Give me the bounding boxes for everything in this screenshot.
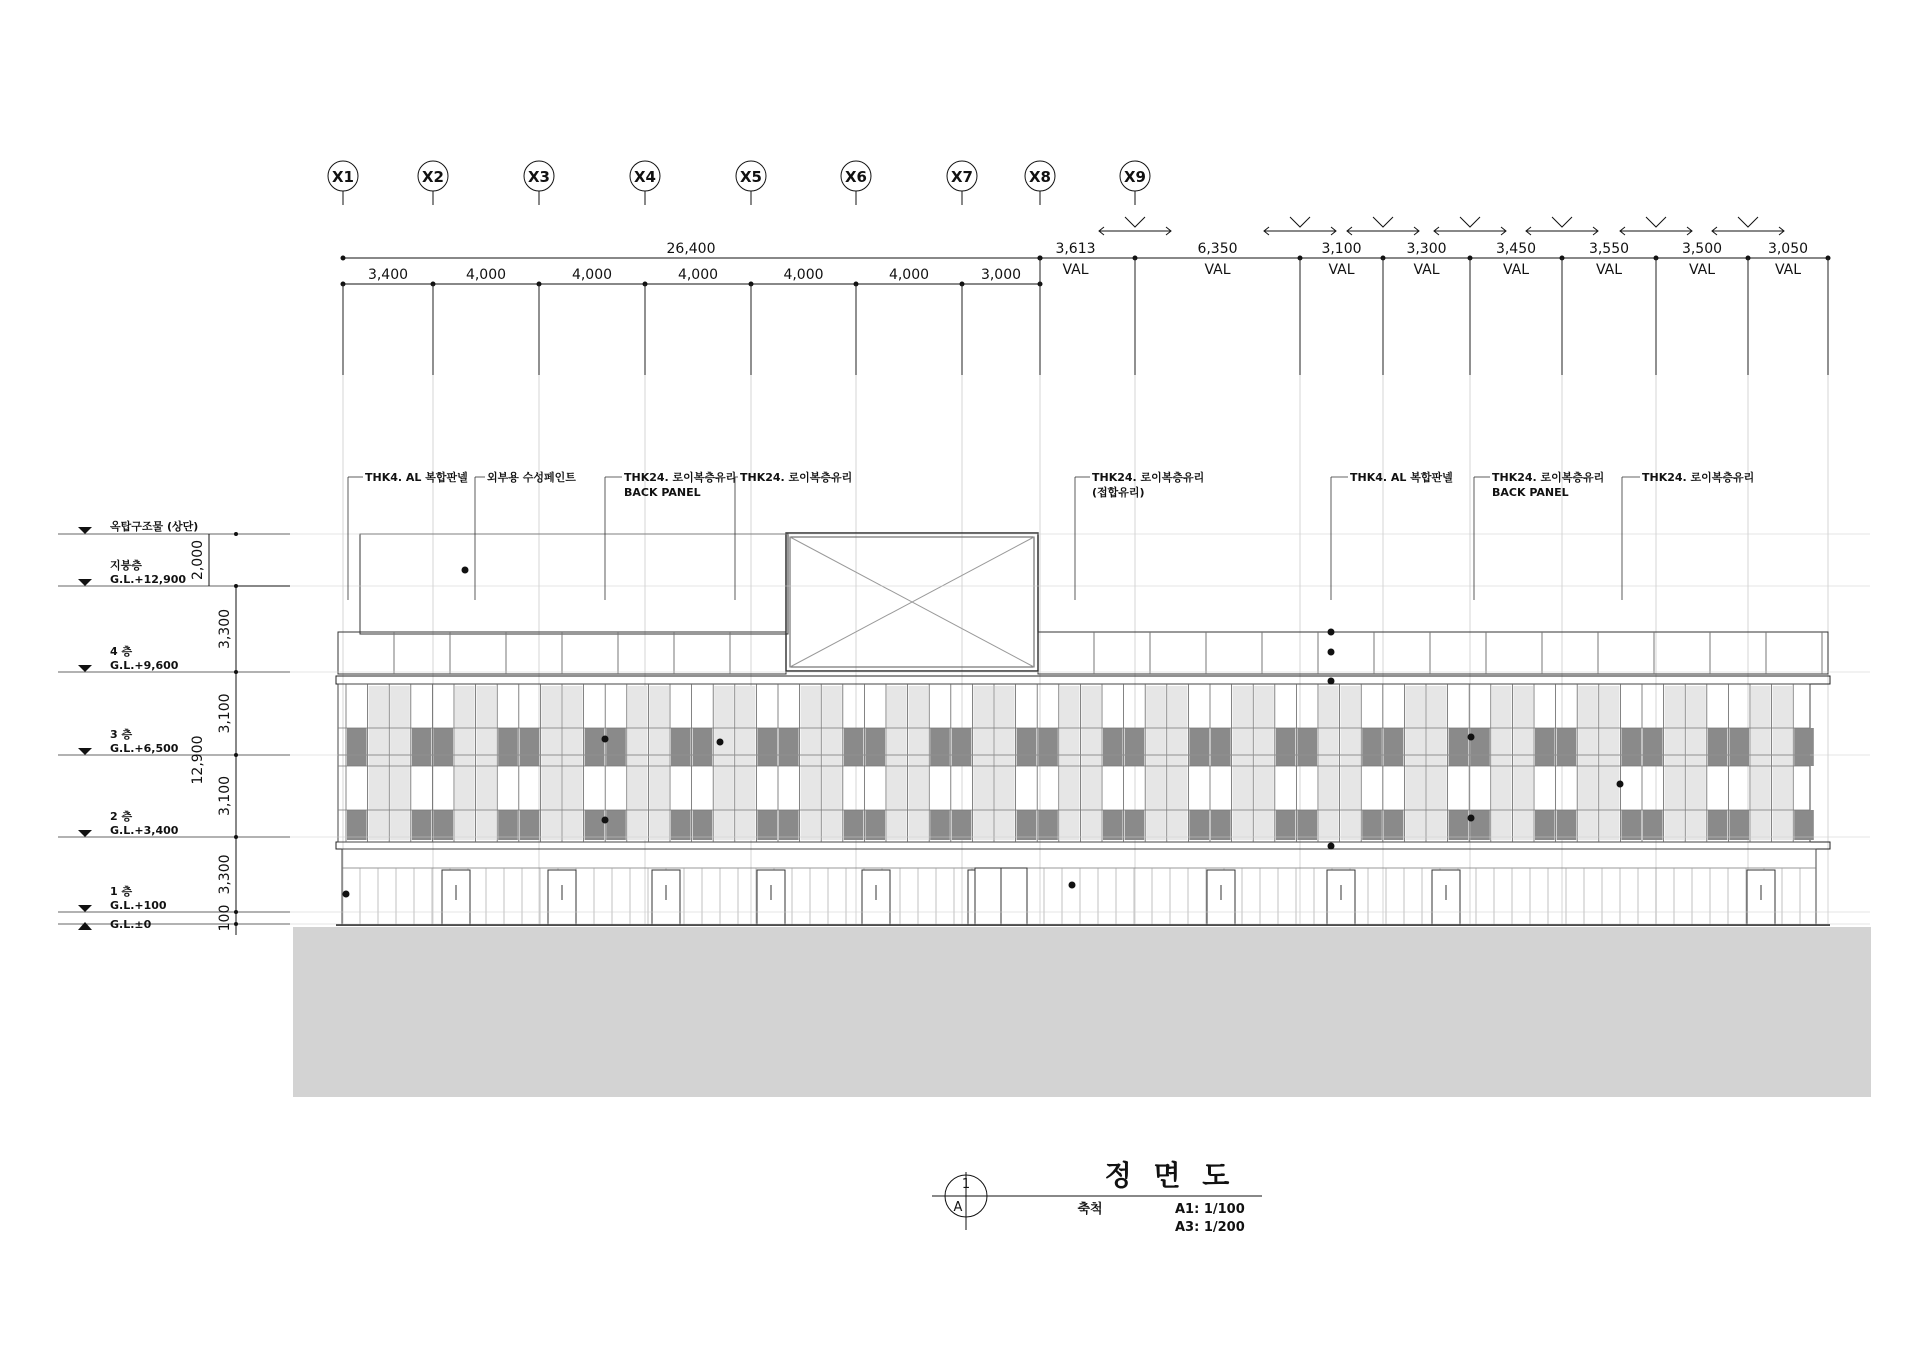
val-chevron bbox=[1290, 217, 1310, 227]
back-panel bbox=[412, 810, 432, 840]
vertical-dimensions bbox=[190, 532, 290, 935]
material-note-line2: BACK PANEL bbox=[624, 486, 701, 499]
back-panel bbox=[1470, 728, 1490, 766]
level-name: 지붕층 bbox=[110, 559, 142, 572]
glass-panel bbox=[1341, 686, 1361, 840]
back-panel bbox=[1557, 810, 1577, 840]
glass-panel bbox=[649, 686, 669, 840]
glass-panel bbox=[1081, 686, 1101, 840]
note-dot bbox=[1069, 882, 1076, 889]
material-note: 외부용 수성페인트 bbox=[487, 471, 576, 484]
back-panel bbox=[1449, 728, 1469, 766]
glass-panel bbox=[1686, 686, 1706, 840]
level-marker-icon bbox=[78, 665, 92, 672]
glass-panel bbox=[1319, 686, 1339, 840]
level-gl: G.L.+12,900 bbox=[110, 573, 187, 586]
glass-panel bbox=[909, 686, 929, 840]
material-notes bbox=[348, 470, 1754, 600]
title-block bbox=[932, 1159, 1262, 1235]
back-panel bbox=[347, 810, 367, 840]
level-marker-icon bbox=[78, 748, 92, 755]
material-note-line2: (접합유리) bbox=[1092, 486, 1145, 499]
glass-panel bbox=[628, 686, 648, 840]
val-marker bbox=[1347, 217, 1419, 235]
grid-label: X1 bbox=[331, 168, 355, 186]
back-panel bbox=[779, 810, 799, 840]
back-panel bbox=[1729, 728, 1749, 766]
back-panel bbox=[585, 728, 605, 766]
back-panel bbox=[930, 728, 950, 766]
back-panel bbox=[757, 810, 777, 840]
back-panel bbox=[952, 810, 972, 840]
back-panel bbox=[1708, 728, 1728, 766]
val-chevron bbox=[1460, 217, 1480, 227]
back-panel bbox=[1384, 728, 1404, 766]
val-chevron bbox=[1738, 217, 1758, 227]
glass-panel bbox=[455, 686, 475, 840]
level-marker-icon bbox=[78, 922, 92, 930]
back-panel bbox=[1276, 728, 1296, 766]
floor-band-4f bbox=[336, 676, 1830, 684]
back-panel bbox=[606, 728, 626, 766]
glass-panel bbox=[801, 686, 821, 840]
dim-total-left: 26,400 bbox=[666, 241, 716, 257]
glass-panel bbox=[1578, 686, 1598, 840]
val-marker bbox=[1099, 217, 1171, 235]
glass-panel bbox=[1405, 686, 1425, 840]
back-panel bbox=[606, 810, 626, 840]
back-panel bbox=[1297, 728, 1317, 766]
glass-panel bbox=[1233, 686, 1253, 840]
level-gl: G.L.+100 bbox=[110, 899, 167, 912]
back-panel bbox=[585, 810, 605, 840]
vdim-tick bbox=[234, 532, 238, 536]
note-dot bbox=[1328, 843, 1335, 850]
back-panel bbox=[1211, 728, 1231, 766]
glass-panel bbox=[887, 686, 907, 840]
glass-panel bbox=[369, 686, 389, 840]
glass-panel bbox=[736, 686, 756, 840]
back-panel bbox=[671, 810, 691, 840]
back-panel bbox=[1729, 810, 1749, 840]
back-panel bbox=[1276, 810, 1296, 840]
val-chevron bbox=[1373, 217, 1393, 227]
scale-label: 축척 bbox=[1077, 1202, 1103, 1217]
glass-panel bbox=[477, 686, 497, 840]
level-name: 1 층 bbox=[110, 885, 133, 898]
vdim-tick bbox=[234, 753, 238, 757]
back-panel bbox=[1211, 810, 1231, 840]
glass-panel bbox=[1060, 686, 1080, 840]
vertical-dim-value: 3,100 bbox=[217, 693, 233, 734]
grid-label: X8 bbox=[1028, 168, 1052, 186]
back-panel bbox=[520, 810, 540, 840]
dim-left-value: 4,000 bbox=[571, 267, 613, 283]
val-chevron bbox=[1552, 217, 1572, 227]
val-marker bbox=[1434, 217, 1506, 235]
grid-label: X5 bbox=[739, 168, 763, 186]
note-dot bbox=[602, 736, 609, 743]
dim-tick bbox=[341, 256, 345, 260]
glass-panel bbox=[1600, 686, 1620, 840]
back-panel bbox=[433, 728, 453, 766]
back-panel bbox=[1643, 728, 1663, 766]
back-panel bbox=[779, 728, 799, 766]
back-panel bbox=[1017, 728, 1037, 766]
level-gl: G.L.+9,600 bbox=[110, 659, 179, 672]
glass-panel bbox=[1146, 686, 1166, 840]
back-panel bbox=[1621, 728, 1641, 766]
note-dot bbox=[462, 567, 469, 574]
ground-hatch bbox=[293, 927, 1871, 1097]
back-panel bbox=[1017, 810, 1037, 840]
material-note: THK24. 로이복층유리 bbox=[1492, 471, 1605, 484]
val-marker bbox=[1712, 217, 1784, 235]
back-panel bbox=[1125, 728, 1145, 766]
material-note: THK24. 로이복층유리 bbox=[624, 471, 737, 484]
val-marker bbox=[1264, 217, 1336, 235]
val-label: VAL bbox=[1328, 262, 1355, 278]
back-panel bbox=[671, 728, 691, 766]
val-label: VAL bbox=[1413, 262, 1440, 278]
grid-label: X3 bbox=[527, 168, 551, 186]
val-marker bbox=[1526, 217, 1598, 235]
back-panel bbox=[1708, 810, 1728, 840]
back-panel bbox=[757, 728, 777, 766]
back-panel bbox=[1535, 728, 1555, 766]
scale-a1: A1: 1/100 bbox=[1175, 1202, 1245, 1217]
back-panel bbox=[1038, 810, 1058, 840]
vertical-dim-value: 3,300 bbox=[217, 854, 233, 895]
vdim-tick bbox=[234, 835, 238, 839]
level-marker-icon bbox=[78, 579, 92, 586]
glass-panel bbox=[1427, 686, 1447, 840]
back-panel bbox=[930, 810, 950, 840]
back-panel bbox=[1189, 810, 1209, 840]
val-marker bbox=[1620, 217, 1692, 235]
glass-panel bbox=[1513, 686, 1533, 840]
glass-panel bbox=[973, 686, 993, 840]
glass-panel bbox=[1492, 686, 1512, 840]
glass-panel bbox=[822, 686, 842, 840]
back-panel bbox=[433, 810, 453, 840]
val-label: VAL bbox=[1062, 262, 1089, 278]
drawing-title: 정 면 도 bbox=[1104, 1159, 1236, 1192]
dim-right-value: 3,550 bbox=[1588, 241, 1630, 257]
dim-left-value: 4,000 bbox=[783, 267, 824, 283]
back-panel bbox=[844, 810, 864, 840]
back-panel bbox=[1103, 728, 1123, 766]
material-note: THK24. 로이복층유리 bbox=[1642, 471, 1755, 484]
level-name: 3 층 bbox=[110, 728, 133, 741]
back-panel bbox=[1384, 810, 1404, 840]
back-panel bbox=[412, 728, 432, 766]
vertical-dim-value: 3,300 bbox=[217, 608, 233, 650]
back-panel bbox=[1125, 810, 1145, 840]
dim-left-value: 3,000 bbox=[980, 267, 1022, 283]
dim-left-value: 4,000 bbox=[888, 267, 930, 283]
val-label: VAL bbox=[1502, 262, 1530, 278]
val-label: VAL bbox=[1774, 262, 1802, 278]
building-elevation bbox=[336, 375, 1830, 925]
glass-panel bbox=[541, 686, 561, 840]
rooftop-structure bbox=[360, 534, 788, 634]
grid-line-bubbles bbox=[328, 161, 1150, 205]
back-panel bbox=[865, 728, 885, 766]
level-marker-icon bbox=[78, 830, 92, 837]
grid-label: X4 bbox=[633, 168, 657, 186]
back-panel bbox=[1643, 810, 1663, 840]
dim-right-value: 3,100 bbox=[1321, 241, 1362, 257]
back-panel bbox=[1621, 810, 1641, 840]
back-panel bbox=[693, 728, 713, 766]
glass-panel bbox=[714, 686, 734, 840]
val-label: VAL bbox=[1204, 262, 1231, 278]
back-panel bbox=[1297, 810, 1317, 840]
back-panel bbox=[1794, 728, 1814, 766]
back-panel bbox=[1794, 810, 1814, 840]
dim-right-value: 3,613 bbox=[1055, 241, 1096, 257]
dim-left-value: 4,000 bbox=[465, 267, 507, 283]
dimension-text bbox=[368, 241, 1808, 283]
back-panel bbox=[865, 810, 885, 840]
material-note: THK24. 로이복층유리 bbox=[1092, 471, 1205, 484]
back-panel bbox=[693, 810, 713, 840]
level-gl: G.L.+3,400 bbox=[110, 824, 179, 837]
back-panel bbox=[1038, 728, 1058, 766]
glass-panel bbox=[1665, 686, 1685, 840]
level-gl: G.L.±0 bbox=[110, 918, 152, 931]
level-marker-icon bbox=[78, 905, 92, 912]
dim-right-value: 3,450 bbox=[1495, 241, 1537, 257]
back-panel bbox=[1189, 728, 1209, 766]
note-dot bbox=[1617, 781, 1624, 788]
back-panel bbox=[498, 810, 518, 840]
title-circle-top: 1 bbox=[961, 1177, 971, 1192]
val-label: VAL bbox=[1688, 262, 1716, 278]
back-panel bbox=[844, 728, 864, 766]
vertical-dim-value: 3,100 bbox=[217, 775, 233, 817]
level-name: 옥탑구조물 (상단) bbox=[110, 520, 199, 533]
grid-label: X6 bbox=[844, 168, 868, 186]
note-dot bbox=[1328, 629, 1335, 636]
glass-panel bbox=[390, 686, 410, 840]
val-chevron bbox=[1646, 217, 1666, 227]
material-note-line2: BACK PANEL bbox=[1492, 486, 1569, 499]
grid-label: X9 bbox=[1123, 168, 1147, 186]
back-panel bbox=[1535, 810, 1555, 840]
dim-right-value: 3,500 bbox=[1681, 241, 1723, 257]
vdim-tick bbox=[234, 910, 238, 914]
back-panel bbox=[952, 728, 972, 766]
back-panel bbox=[520, 728, 540, 766]
back-panel bbox=[347, 728, 367, 766]
dim-left-value: 4,000 bbox=[677, 267, 719, 283]
back-panel bbox=[1103, 810, 1123, 840]
note-dot bbox=[343, 891, 350, 898]
dim-right-value: 6,350 bbox=[1197, 241, 1238, 257]
vertical-dim-total: 12,900 bbox=[190, 735, 206, 785]
material-note: THK4. AL 복합판넬 bbox=[365, 471, 468, 484]
dim-right-value: 3,050 bbox=[1767, 241, 1809, 257]
grid-label: X7 bbox=[950, 168, 974, 186]
back-panel bbox=[1449, 810, 1469, 840]
dim-right-value: 3,300 bbox=[1406, 241, 1447, 257]
material-note: THK4. AL 복합판넬 bbox=[1350, 471, 1453, 484]
level-name: 2 층 bbox=[110, 810, 133, 823]
back-panel bbox=[1362, 810, 1382, 840]
grid-label: X2 bbox=[421, 168, 445, 186]
floor-band-2f bbox=[336, 842, 1830, 849]
val-chevron bbox=[1125, 217, 1145, 227]
note-dot bbox=[717, 739, 724, 746]
level-gl: G.L.+6,500 bbox=[110, 742, 179, 755]
back-panel bbox=[498, 728, 518, 766]
level-markers bbox=[58, 519, 1870, 931]
note-dot bbox=[1468, 734, 1475, 741]
glass-panel bbox=[563, 686, 583, 840]
glass-panel bbox=[1773, 686, 1793, 840]
val-label: VAL bbox=[1595, 262, 1623, 278]
scale-a3: A3: 1/200 bbox=[1175, 1220, 1245, 1235]
note-dot bbox=[602, 817, 609, 824]
back-panel bbox=[1470, 810, 1490, 840]
vertical-dim-value: 2,000 bbox=[190, 539, 206, 581]
note-dot bbox=[1328, 678, 1335, 685]
material-note: THK24. 로이복층유리 bbox=[740, 471, 853, 484]
glass-panel bbox=[1168, 686, 1188, 840]
vdim-tick bbox=[234, 584, 238, 588]
title-circle-bottom: A bbox=[953, 1200, 963, 1215]
vdim-tick bbox=[234, 670, 238, 674]
level-name: 4 층 bbox=[110, 645, 133, 658]
glass-panel bbox=[995, 686, 1015, 840]
note-dot bbox=[1468, 815, 1475, 822]
back-panel bbox=[1557, 728, 1577, 766]
dim-left-value: 3,400 bbox=[367, 267, 409, 283]
level-marker-icon bbox=[78, 527, 92, 534]
glass-panel bbox=[1254, 686, 1274, 840]
vertical-dim-value: 100 bbox=[217, 904, 233, 932]
back-panel bbox=[1362, 728, 1382, 766]
glass-panel bbox=[1751, 686, 1771, 840]
note-dot bbox=[1328, 649, 1335, 656]
